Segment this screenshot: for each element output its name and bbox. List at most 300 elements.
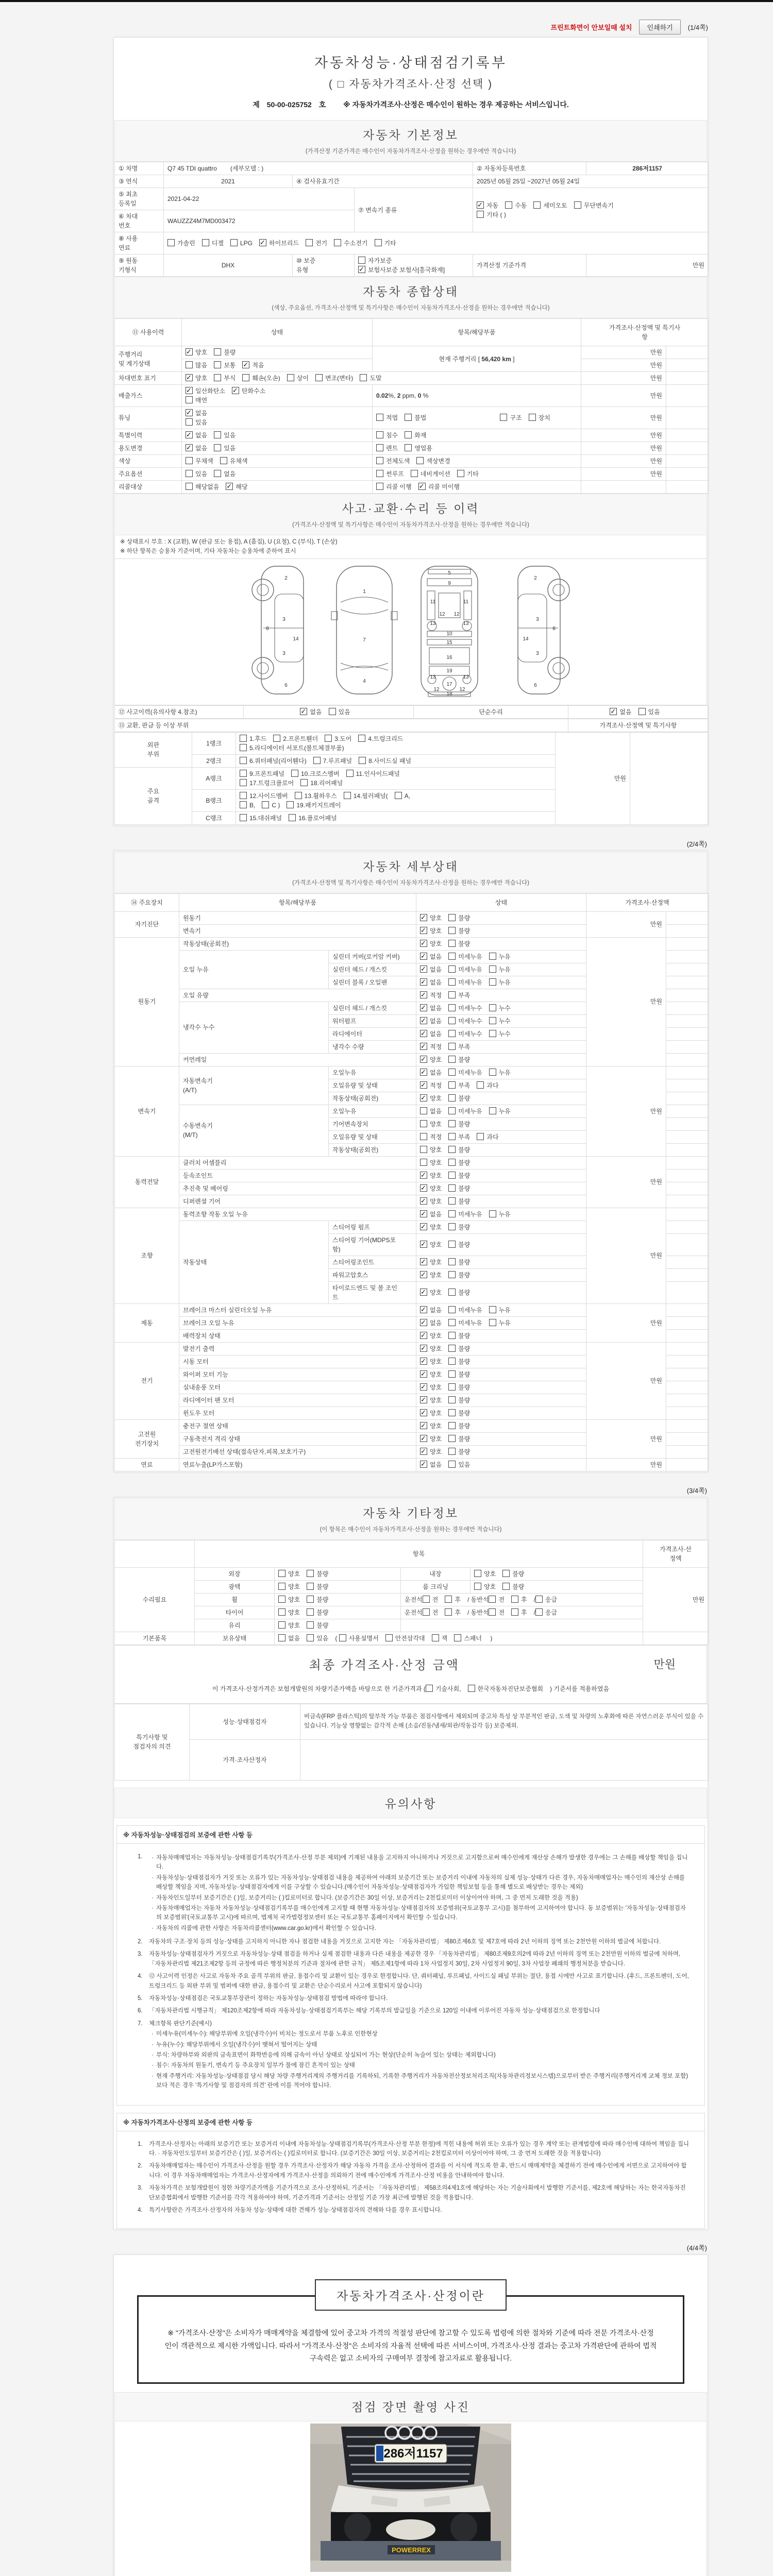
option: 불량 <box>448 1357 470 1366</box>
cell <box>666 1156 709 1169</box>
checkbox[interactable] <box>535 1608 543 1616</box>
checkbox[interactable] <box>420 1184 427 1192</box>
cell: 오일 누유 <box>179 950 329 989</box>
checkbox[interactable] <box>420 1069 427 1076</box>
table-row <box>115 468 709 481</box>
checkbox[interactable] <box>489 1608 496 1616</box>
checkbox[interactable] <box>529 414 536 421</box>
checkbox[interactable] <box>474 1583 481 1590</box>
checkbox[interactable] <box>448 1197 456 1205</box>
checkbox[interactable] <box>420 953 427 960</box>
checkbox[interactable] <box>420 1094 427 1101</box>
checkbox[interactable] <box>226 483 233 490</box>
checkbox[interactable] <box>448 991 456 998</box>
checkbox[interactable] <box>230 239 238 246</box>
checkbox[interactable] <box>395 792 402 799</box>
checkbox[interactable] <box>232 387 239 394</box>
cell: 스티어링 기어(MDPS포 함) <box>329 1233 416 1256</box>
checkbox[interactable] <box>489 1596 496 1603</box>
checkbox[interactable] <box>448 1422 456 1429</box>
checkbox[interactable] <box>418 483 426 490</box>
table-row <box>115 937 709 950</box>
checkbox[interactable] <box>448 1172 456 1179</box>
checkbox[interactable] <box>186 396 193 403</box>
cell <box>666 911 709 924</box>
checkbox[interactable] <box>306 239 313 246</box>
checkbox[interactable] <box>448 1271 456 1278</box>
checkbox[interactable] <box>445 1608 452 1616</box>
cell: 2021-04-22 <box>164 188 355 210</box>
checkbox[interactable] <box>420 1159 427 1166</box>
checkbox[interactable] <box>416 457 424 464</box>
cell <box>401 1619 643 1632</box>
checkbox[interactable] <box>448 1319 456 1326</box>
checkbox[interactable] <box>278 1634 285 1641</box>
cell <box>416 1406 586 1419</box>
cell: 제동 <box>115 1303 179 1342</box>
checkbox[interactable] <box>307 1608 314 1616</box>
cell <box>182 429 373 442</box>
cell <box>416 963 586 976</box>
checkbox[interactable] <box>448 978 456 986</box>
cell: 2021 <box>164 175 293 188</box>
option: 미세누유 <box>448 952 482 961</box>
car-side-left <box>252 566 304 694</box>
checkbox[interactable] <box>448 1289 456 1296</box>
option: 후 <box>511 1608 527 1617</box>
accident-notes <box>114 535 707 559</box>
checkbox[interactable] <box>489 1069 496 1076</box>
checkbox[interactable] <box>448 1435 456 1442</box>
checkbox[interactable] <box>358 735 365 742</box>
checkbox[interactable] <box>489 978 496 986</box>
cell: 배력장치 상태 <box>179 1329 416 1342</box>
checkbox[interactable] <box>259 239 266 246</box>
checkbox[interactable] <box>186 374 193 381</box>
cell: ② 자동차등록번호 <box>473 162 586 175</box>
checkbox[interactable] <box>420 1358 427 1365</box>
checkbox[interactable] <box>375 239 382 246</box>
checkbox[interactable] <box>448 1461 456 1468</box>
checkbox[interactable] <box>448 1030 456 1037</box>
checkbox[interactable] <box>186 348 193 355</box>
notice-item: 2. 자동차매매업자는 매수인이 가격조사·산정을 원할 경우 가격조사·산정자가 해당 자동차 가격을 조사·산정하여 결과를 이 서식에 적도록 한 후, 반드시 매매계약을 체결하기 전에 매수인에게 서면으로 고지하여야 합니다. 이 경우 자동차매매업자는 가격조사·산정자에게 가격조사·산정을 의뢰하기 전에 매수인에게 가격조사·산정 비용을 안내하여야 합니다. <box>138 2163 687 2179</box>
option: ✓ 없음 <box>300 707 322 717</box>
checkbox[interactable] <box>420 1435 427 1442</box>
checkbox[interactable] <box>420 1017 427 1024</box>
checkbox[interactable] <box>334 239 341 246</box>
checkbox[interactable] <box>448 1383 456 1391</box>
checkbox[interactable] <box>202 239 209 246</box>
checkbox[interactable] <box>420 1448 427 1455</box>
checkbox[interactable] <box>448 1081 456 1089</box>
cell <box>666 1256 709 1268</box>
option: 양호 <box>420 1158 442 1167</box>
checkbox[interactable] <box>242 361 249 368</box>
cell <box>416 1303 586 1316</box>
checkbox[interactable] <box>448 1004 456 1011</box>
checkbox[interactable] <box>360 374 367 381</box>
checkbox[interactable] <box>448 927 456 934</box>
checkbox[interactable] <box>287 801 294 808</box>
checkbox[interactable] <box>358 266 365 273</box>
checkbox[interactable] <box>448 1133 456 1140</box>
checkbox[interactable] <box>240 735 247 742</box>
checkbox[interactable] <box>214 348 221 355</box>
checkbox[interactable] <box>574 201 581 209</box>
checkbox[interactable] <box>448 1210 456 1217</box>
checkbox[interactable] <box>426 1685 433 1692</box>
checkbox[interactable] <box>186 361 193 368</box>
checkbox[interactable] <box>313 757 321 764</box>
checkbox[interactable] <box>448 1409 456 1416</box>
checkbox[interactable] <box>186 483 193 490</box>
checkbox[interactable] <box>489 953 496 960</box>
checkbox[interactable] <box>489 965 496 973</box>
checkbox[interactable] <box>186 387 193 394</box>
cell <box>416 1143 586 1156</box>
checkbox[interactable] <box>448 1043 456 1050</box>
checkbox[interactable] <box>242 374 249 381</box>
checkbox[interactable] <box>502 1570 510 1577</box>
checkbox[interactable] <box>448 965 456 973</box>
checkbox[interactable] <box>420 927 427 934</box>
checkbox[interactable] <box>500 414 507 421</box>
checkbox[interactable] <box>489 1030 496 1037</box>
option: 불량 <box>448 1396 470 1405</box>
table-row <box>115 1632 709 1645</box>
checkbox[interactable] <box>420 1289 427 1296</box>
checkbox[interactable] <box>186 444 193 451</box>
option: 불량 <box>448 1258 470 1267</box>
checkbox[interactable] <box>376 483 383 490</box>
checkbox[interactable] <box>220 457 227 464</box>
checkbox[interactable] <box>448 1241 456 1248</box>
checkbox[interactable] <box>448 940 456 947</box>
checkbox[interactable] <box>359 757 366 764</box>
checkbox[interactable] <box>420 1409 427 1416</box>
checkbox[interactable] <box>489 1107 496 1114</box>
cell <box>182 455 373 468</box>
checkbox[interactable] <box>186 418 193 426</box>
checkbox[interactable] <box>420 1146 427 1153</box>
option: 미세누유 <box>448 1068 482 1077</box>
cell <box>666 1221 709 1233</box>
checkbox[interactable] <box>167 239 175 246</box>
print-button[interactable]: 인쇄하기 <box>639 20 680 35</box>
checkbox[interactable] <box>638 708 646 715</box>
checkbox[interactable] <box>411 470 418 477</box>
option: 수소전기 <box>334 239 367 248</box>
checkbox[interactable] <box>448 1396 456 1403</box>
cell: ⑬ 교환, 판금 등 이상 부위 <box>115 719 568 732</box>
checkbox[interactable] <box>448 1184 456 1192</box>
checkbox[interactable] <box>505 201 512 209</box>
text: % <box>421 392 429 399</box>
checkbox[interactable] <box>420 1172 427 1179</box>
option: 장치 <box>529 413 550 422</box>
install-notice[interactable]: 프린트화면이 안보일때 설치 <box>550 23 632 31</box>
checkbox[interactable] <box>420 1383 427 1391</box>
option: 구조 <box>500 413 522 422</box>
checkbox[interactable] <box>448 1370 456 1378</box>
cell <box>416 950 586 963</box>
checkbox[interactable] <box>420 1107 427 1114</box>
checkbox[interactable] <box>535 1596 543 1603</box>
checkbox[interactable] <box>307 1596 314 1603</box>
checkbox[interactable] <box>278 1621 285 1629</box>
checkbox[interactable] <box>307 1634 314 1641</box>
checkbox[interactable] <box>287 374 294 381</box>
option: ✓ 양호 <box>420 1184 442 1193</box>
checkbox[interactable] <box>477 201 484 209</box>
cell <box>666 468 709 481</box>
checkbox[interactable] <box>448 1069 456 1076</box>
checkbox[interactable] <box>448 1306 456 1313</box>
checkbox[interactable] <box>432 1634 439 1641</box>
cell: 만원 <box>556 732 630 824</box>
checkbox[interactable] <box>448 1056 456 1063</box>
checkbox[interactable] <box>405 444 412 451</box>
checkbox[interactable] <box>423 1596 430 1603</box>
checkbox[interactable] <box>474 1570 481 1577</box>
cell <box>373 346 581 372</box>
checkbox[interactable] <box>278 1570 285 1577</box>
checkbox[interactable] <box>448 1345 456 1352</box>
checkbox[interactable] <box>376 470 383 477</box>
checkbox[interactable] <box>315 374 323 381</box>
table-row <box>115 481 709 494</box>
checkbox[interactable] <box>376 444 383 451</box>
checkbox[interactable] <box>300 708 307 715</box>
option: 후 <box>445 1608 461 1617</box>
text: / <box>533 1596 535 1603</box>
checkbox[interactable] <box>448 1120 456 1127</box>
option: ✓ 양호 <box>420 1258 442 1267</box>
checkbox[interactable] <box>273 735 280 742</box>
checkbox[interactable] <box>457 470 464 477</box>
checkbox[interactable] <box>502 1583 510 1590</box>
option: ✓ 없음 <box>420 1016 442 1026</box>
checkbox[interactable] <box>214 470 221 477</box>
checkbox[interactable] <box>240 792 247 799</box>
checkbox[interactable] <box>385 1634 393 1641</box>
option: 매연 <box>186 396 207 405</box>
checkbox[interactable] <box>307 1621 314 1629</box>
option: 응급 <box>535 1595 557 1604</box>
checkbox[interactable] <box>420 1120 427 1127</box>
table-row <box>115 1458 709 1471</box>
checkbox[interactable] <box>420 1223 427 1230</box>
cell <box>182 372 581 385</box>
checkbox[interactable] <box>420 1271 427 1278</box>
checkbox[interactable] <box>420 1319 427 1326</box>
cell <box>115 232 164 255</box>
option: 불량 <box>448 1158 470 1167</box>
option: 무채색 <box>186 456 213 466</box>
checkbox[interactable] <box>420 1306 427 1313</box>
checkbox[interactable] <box>295 792 302 799</box>
cell: 타이로드엔드 및 볼 조인 트 <box>329 1281 416 1303</box>
checkbox[interactable] <box>420 914 427 921</box>
checkbox[interactable] <box>420 1004 427 1011</box>
checkbox[interactable] <box>511 1596 518 1603</box>
checkbox[interactable] <box>307 1583 314 1590</box>
option: 1.후드 <box>240 734 266 743</box>
checkbox[interactable] <box>405 431 412 438</box>
cell: 만원 <box>581 468 666 481</box>
checkbox[interactable] <box>448 1448 456 1455</box>
checkbox[interactable] <box>477 1081 484 1089</box>
option: 유채색 <box>220 456 248 466</box>
checkbox[interactable] <box>468 1685 475 1692</box>
document-wrapper <box>113 16 708 2576</box>
cell <box>416 1092 586 1105</box>
checkbox[interactable] <box>454 1634 461 1641</box>
checkbox[interactable] <box>420 1461 427 1468</box>
checkbox[interactable] <box>186 409 193 416</box>
checkbox[interactable] <box>214 361 221 368</box>
checkbox[interactable] <box>420 1133 427 1140</box>
checkbox[interactable] <box>420 1345 427 1352</box>
checkbox[interactable] <box>448 1223 456 1230</box>
checkbox[interactable] <box>291 770 298 777</box>
section-detail-subtitle: (가격조사·산정액 및 특기사항은 매수인이 자동차가격조사·산정을 원하는 경우에만 적습니다) <box>292 879 529 886</box>
option: 양호 <box>474 1569 496 1579</box>
checkbox[interactable] <box>448 1159 456 1166</box>
checkbox[interactable] <box>420 1056 427 1063</box>
option: 양호 <box>420 1145 442 1155</box>
checkbox[interactable] <box>420 1422 427 1429</box>
checkbox[interactable] <box>240 814 247 821</box>
checkbox[interactable] <box>448 953 456 960</box>
checkbox[interactable] <box>489 1210 496 1217</box>
checkbox[interactable] <box>489 1306 496 1313</box>
checkbox[interactable] <box>420 991 427 998</box>
checkbox[interactable] <box>240 770 247 777</box>
checkbox[interactable] <box>448 1094 456 1101</box>
checkbox[interactable] <box>448 1258 456 1265</box>
checkbox[interactable] <box>214 431 221 438</box>
table-row <box>115 429 709 442</box>
section-basic-header <box>114 120 707 162</box>
checkbox[interactable] <box>300 779 308 786</box>
checkbox[interactable] <box>346 770 354 777</box>
checkbox[interactable] <box>477 211 484 218</box>
checkbox[interactable] <box>448 1332 456 1339</box>
checkbox[interactable] <box>420 1370 427 1378</box>
cell <box>666 1381 709 1394</box>
checkbox[interactable] <box>448 1146 456 1153</box>
checkbox[interactable] <box>489 1017 496 1024</box>
checkbox[interactable] <box>240 801 247 808</box>
checkbox[interactable] <box>262 801 269 808</box>
option: 5.라디에이터 서포트(볼트체결부품) <box>240 743 344 753</box>
option: 7.루프패널 <box>313 756 352 766</box>
svg-text:12: 12 <box>439 611 445 617</box>
cell <box>115 346 182 372</box>
checkbox[interactable] <box>240 757 247 764</box>
checkbox[interactable] <box>376 457 383 464</box>
checkbox[interactable] <box>511 1608 518 1616</box>
section-overall-title: 자동차 종합상태 <box>363 285 459 298</box>
checkbox[interactable] <box>420 978 427 986</box>
text: 기형식 <box>119 266 137 274</box>
checkbox[interactable] <box>448 914 456 921</box>
checkbox[interactable] <box>420 1197 427 1205</box>
document-title-block <box>114 38 707 120</box>
checkbox[interactable] <box>186 431 193 438</box>
checkbox[interactable] <box>420 940 427 947</box>
checkbox[interactable] <box>420 1396 427 1403</box>
checkbox[interactable] <box>448 1017 456 1024</box>
cell <box>666 1268 709 1281</box>
checkbox[interactable] <box>339 1634 346 1641</box>
checkbox[interactable] <box>448 1358 456 1365</box>
checkbox[interactable] <box>423 1608 430 1616</box>
checkbox[interactable] <box>278 1608 285 1616</box>
checkbox[interactable] <box>477 1133 484 1140</box>
option: ✓ 양호 <box>420 1447 442 1456</box>
cell <box>416 1268 586 1281</box>
option: 불량 <box>448 1331 470 1341</box>
checkbox[interactable] <box>278 1596 285 1603</box>
table-row <box>115 385 709 407</box>
checkbox[interactable] <box>329 708 336 715</box>
section-overall-subtitle: (색상, 주요옵션, 가격조사·산정액 및 특기사항은 매수인이 자동차가격조사·산정을 원하는 경우에만 적습니다) <box>272 305 550 311</box>
svg-text:8: 8 <box>266 625 269 632</box>
checkbox[interactable] <box>278 1583 285 1590</box>
checkbox[interactable] <box>240 744 247 751</box>
checkbox[interactable] <box>420 1043 427 1050</box>
checkbox[interactable] <box>533 201 541 209</box>
checkbox[interactable] <box>420 1241 427 1248</box>
final-price-unit: 만원 <box>653 1657 676 1671</box>
checkbox[interactable] <box>448 1107 456 1114</box>
checkbox[interactable] <box>358 257 365 264</box>
checkbox[interactable] <box>420 965 427 973</box>
table-row <box>115 1540 709 1567</box>
option: LPG <box>230 239 253 248</box>
svg-text:2: 2 <box>284 575 288 581</box>
checkbox[interactable] <box>186 470 193 477</box>
checkbox[interactable] <box>420 1030 427 1037</box>
checkbox[interactable] <box>376 431 383 438</box>
checkbox[interactable] <box>186 457 193 464</box>
checkbox[interactable] <box>445 1596 452 1603</box>
checkbox[interactable] <box>344 792 351 799</box>
option: 누유 <box>489 1306 511 1315</box>
checkbox[interactable] <box>289 814 296 821</box>
checkbox[interactable] <box>489 1004 496 1011</box>
checkbox[interactable] <box>214 444 221 451</box>
checkbox[interactable] <box>420 1081 427 1089</box>
checkbox[interactable] <box>214 374 221 381</box>
checkbox[interactable] <box>420 1332 427 1339</box>
checkbox[interactable] <box>420 1210 427 1217</box>
cell: ⑦ 변속기 종류 <box>355 188 473 232</box>
checkbox[interactable] <box>240 779 247 786</box>
checkbox[interactable] <box>376 414 383 421</box>
checkbox[interactable] <box>489 1319 496 1326</box>
checkbox[interactable] <box>610 708 617 715</box>
checkbox[interactable] <box>405 414 412 421</box>
checkbox[interactable] <box>420 1258 427 1265</box>
checkbox[interactable] <box>325 735 332 742</box>
checkbox[interactable] <box>307 1570 314 1577</box>
svg-text:3: 3 <box>536 650 539 656</box>
option: 많음 <box>186 361 207 370</box>
